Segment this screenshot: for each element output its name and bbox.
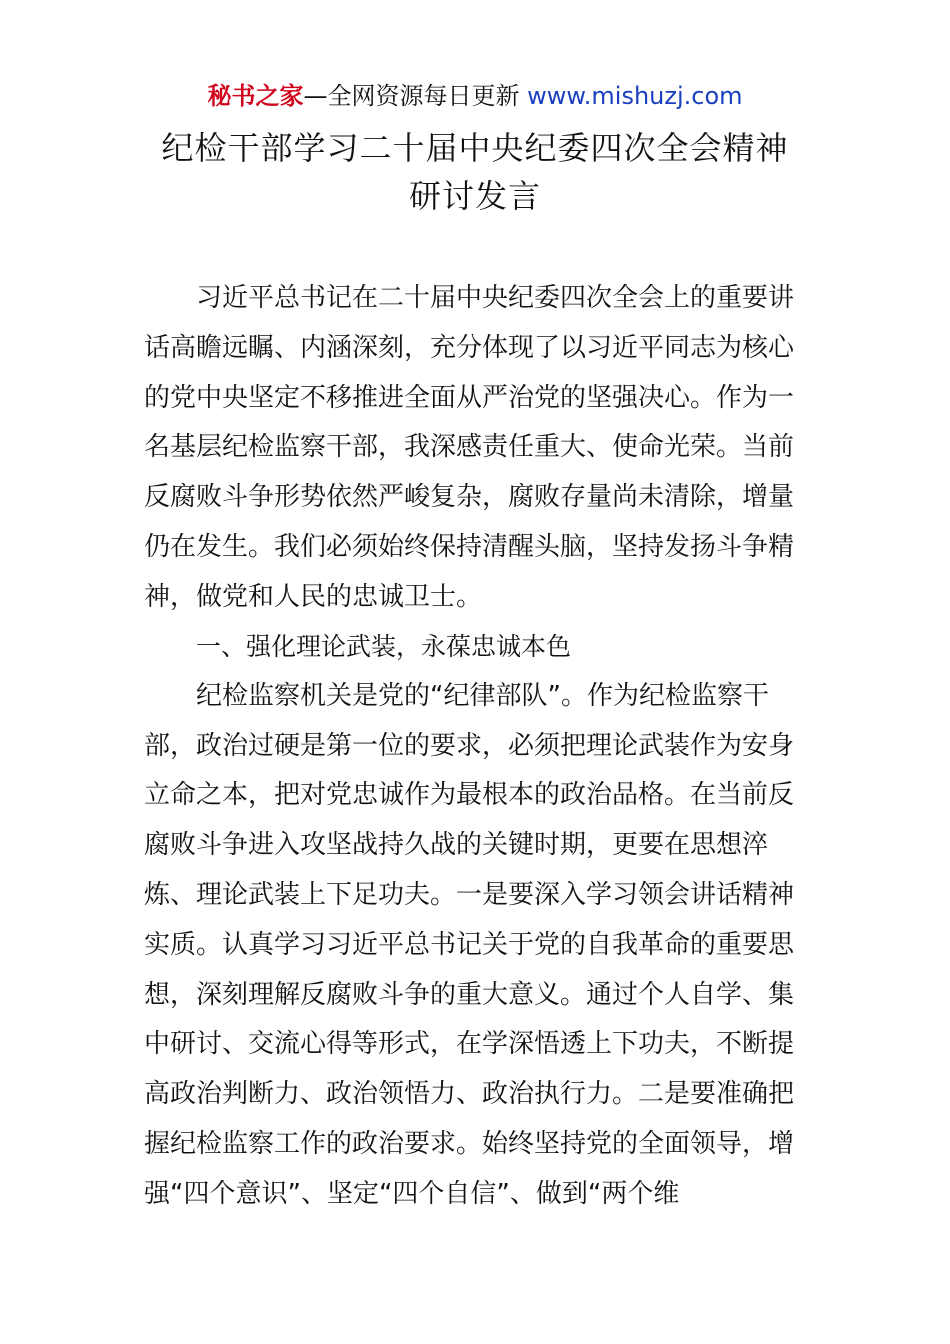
paragraph-line: 话高瞻远瞩、内涵深刻，充分体现了以习近平同志为核心 bbox=[144, 332, 795, 363]
section-1 bbox=[144, 622, 814, 1220]
paragraph-line: 想，深刻理解反腐败斗争的重大意义。通过个人自学、集 bbox=[144, 979, 795, 1010]
paragraph-line: 强“四个意识”、坚定“四个自信”、做到“两个维 bbox=[144, 1178, 680, 1209]
paragraph-line: 仍在发生。我们必须始终保持清醒头脑，坚持发扬斗争精 bbox=[144, 531, 795, 562]
paragraph-line: 腐败斗争进入攻坚战持久战的关键时期，更要在思想淬 bbox=[144, 830, 769, 861]
site-url[interactable]: www.mishuzj.com bbox=[527, 82, 743, 110]
document-title-line-1: 纪检干部学习二十届中央纪委四次全会精神 bbox=[161, 129, 789, 167]
section-heading: 一、强化理论武装，永葆忠诚本色 bbox=[196, 632, 572, 661]
paragraph-line: 实质。认真学习习近平总书记关于党的自我革命的重要思 bbox=[144, 929, 795, 960]
site-tagline: —全网资源每日更新 bbox=[303, 82, 528, 110]
paragraph-line: 高政治判断力、政治领悟力、政治执行力。二是要准确把 bbox=[144, 1079, 795, 1110]
paragraph-line: 立命之本，把对党忠诚作为最根本的政治品格。在当前反 bbox=[144, 780, 795, 811]
paragraph-line: 神，做党和人民的忠诚卫士。 bbox=[144, 581, 483, 612]
site-brand: 秘书之家 bbox=[207, 82, 304, 110]
site-banner bbox=[0, 80, 950, 112]
paragraph-line: 中研讨、交流心得等形式，在学深悟透上下功夫，不断提 bbox=[144, 1029, 795, 1060]
paragraph-line: 反腐败斗争形势依然严峻复杂，腐败存量尚未清除，增量 bbox=[144, 482, 795, 513]
paragraph-line: 纪检监察机关是党的“纪律部队”。作为纪检监察干 bbox=[196, 680, 769, 711]
intro-paragraph bbox=[144, 274, 814, 623]
paragraph-line: 握纪检监察工作的政治要求。始终坚持党的全面领导，增 bbox=[144, 1128, 795, 1159]
paragraph-line: 的党中央坚定不移推进全面从严治党的坚强决心。作为一 bbox=[144, 382, 795, 413]
paragraph-line: 炼、理论武装上下足功夫。一是要深入学习领会讲话精神 bbox=[144, 879, 795, 910]
paragraph-line: 名基层纪检监察干部，我深感责任重大、使命光荣。当前 bbox=[144, 432, 795, 463]
paragraph-line: 部，政治过硬是第一位的要求，必须把理论武装作为安身 bbox=[144, 730, 795, 761]
paragraph-line: 习近平总书记在二十届中央纪委四次全会上的重要讲 bbox=[196, 283, 795, 313]
document-title-line-2: 研讨发言 bbox=[408, 177, 541, 215]
